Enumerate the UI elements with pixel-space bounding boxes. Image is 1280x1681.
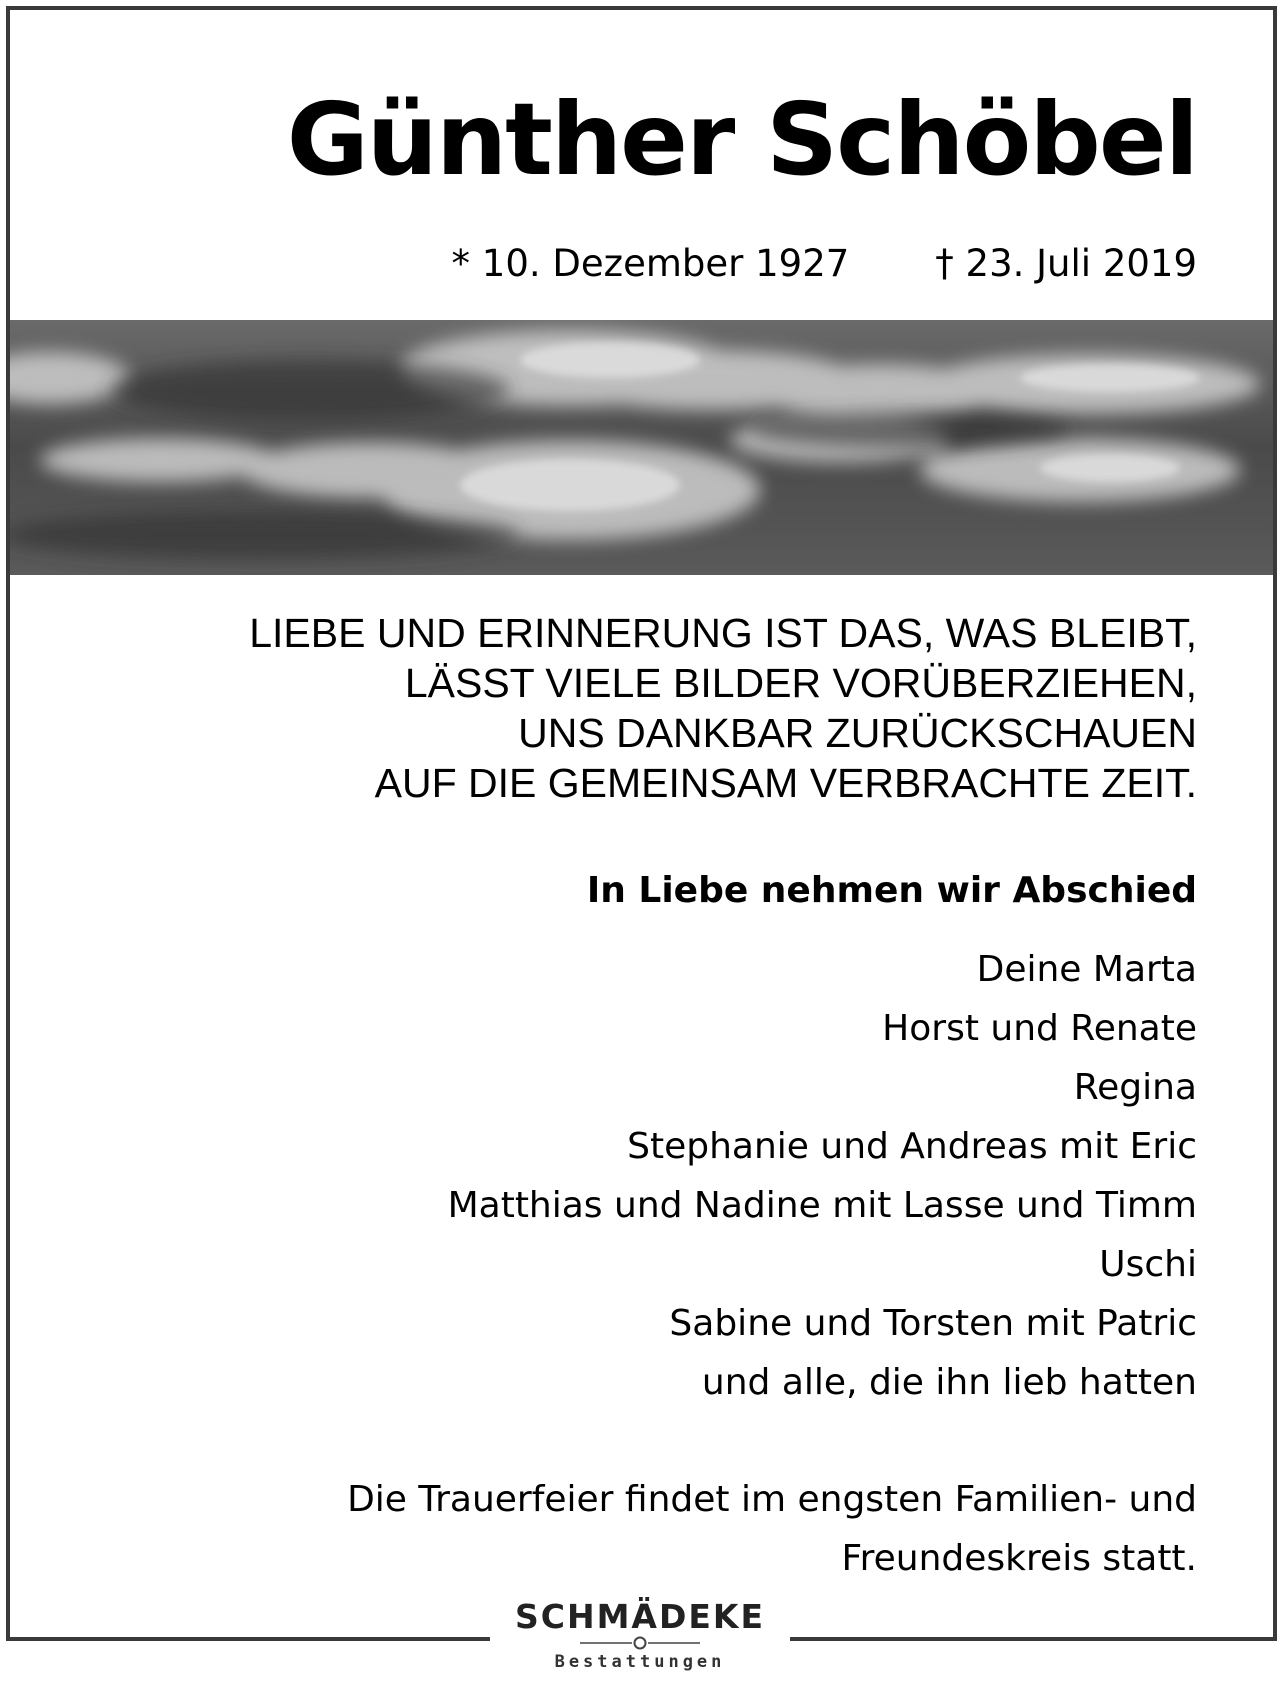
life-dates	[452, 242, 1197, 285]
funeral-notice	[347, 1470, 1197, 1588]
poem-line: LIEBE UND ERINNERUNG IST DAS, WAS BLEIBT,	[249, 610, 1197, 656]
poem-line: LÄSST VIELE BILDER VORÜBERZIEHEN,	[404, 660, 1197, 706]
notice-line: Die Trauerfeier findet im engsten Familien- und	[347, 1479, 1197, 1520]
logo-ring-icon	[580, 1636, 700, 1650]
funeral-home-logo	[490, 1585, 790, 1681]
mourner-entry: Matthias und Nadine mit Lasse und Timm	[447, 1185, 1197, 1226]
mourner-entry: Stephanie und Andreas mit Eric	[627, 1126, 1197, 1167]
mourner-entry: Sabine und Torsten mit Patric	[669, 1303, 1197, 1344]
notice-line: Freundeskreis statt.	[841, 1538, 1197, 1579]
memorial-poem	[249, 608, 1197, 808]
poem-line: AUF DIE GEMEINSAM VERBRACHTE ZEIT.	[374, 760, 1197, 806]
mourner-entry: Horst und Renate	[882, 1008, 1197, 1049]
mourner-entry: Uschi	[1099, 1244, 1197, 1285]
sky-clouds-image	[10, 320, 1273, 575]
mourner-entry: Regina	[1073, 1067, 1197, 1108]
poem-line: UNS DANKBAR ZURÜCKSCHAUEN	[518, 710, 1197, 756]
farewell-heading: In Liebe nehmen wir Abschied	[586, 870, 1197, 911]
logo-brand: SCHMÄDEKE	[514, 1597, 766, 1636]
mourner-entry: und alle, die ihn lieb hatten	[701, 1362, 1197, 1403]
mourners-list	[448, 940, 1197, 1412]
deceased-name: Günther Schöbel	[286, 81, 1197, 198]
death-date: † 23. Juli 2019	[935, 242, 1197, 285]
obituary-frame	[6, 6, 1277, 1641]
birth-date: * 10. Dezember 1927	[451, 242, 850, 285]
logo-subtitle: Bestattungen	[554, 1652, 726, 1672]
mourner-entry: Deine Marta	[976, 949, 1197, 990]
